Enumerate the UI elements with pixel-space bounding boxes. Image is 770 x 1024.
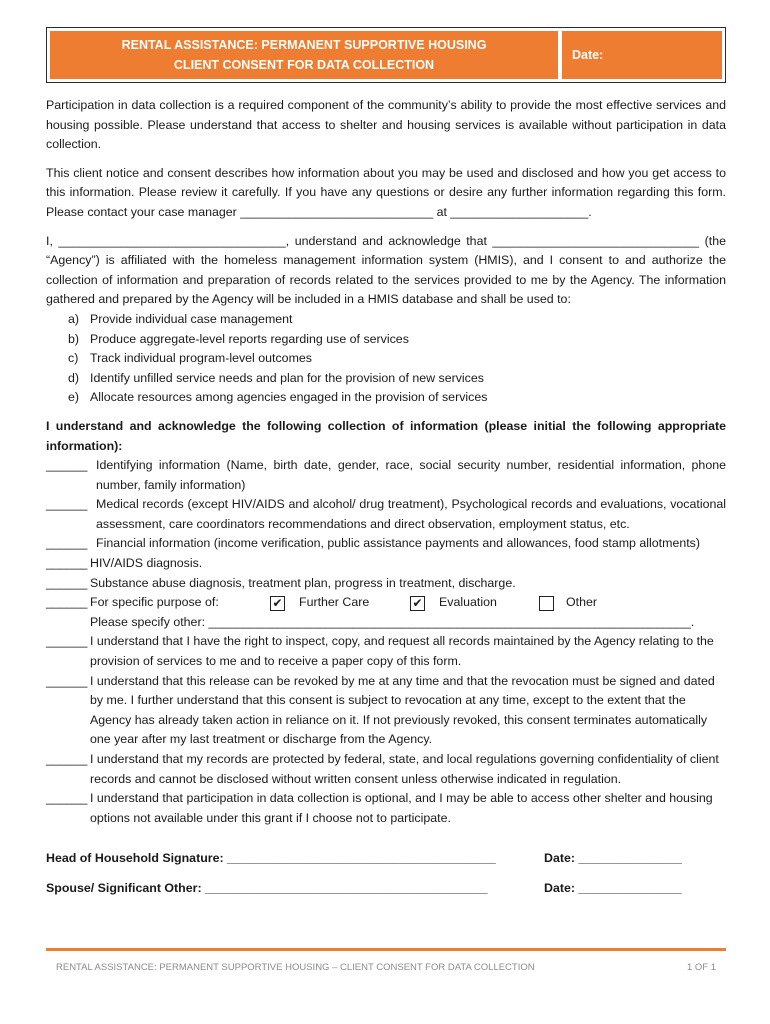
consent-item-text: Financial information (income verification, public assistance payments and allowances, food stamp allotments) — [96, 536, 700, 551]
initial-blank[interactable]: ______ — [46, 791, 88, 806]
initial-blank[interactable]: ______ — [46, 458, 88, 473]
consent-items — [46, 456, 726, 828]
header-date-label: Date: — [572, 48, 604, 62]
consent-item-text: Medical records (except HIV/AIDS and alcohol/ drug treatment), Psychological records and evaluations, vocational assessment, care coordinators recommendations and direct observation, employment status, etc. — [96, 497, 726, 531]
list-text: Identify unfilled service needs and plan for the provision of new services — [90, 370, 484, 385]
list-text: Provide individual case management — [90, 311, 293, 326]
consent-item-text: I understand that I have the right to inspect, copy, and request all records maintained by the Agency relating to the provision of services to me and to receive a paper copy of this form. — [90, 634, 714, 669]
further-care-checkbox[interactable]: ✔ — [270, 596, 285, 611]
head-date-field[interactable]: Date: _______________ — [544, 851, 682, 866]
specify-other-field[interactable]: Please specify other: ______________________________________________________________________. — [90, 614, 695, 629]
initial-blank[interactable]: ______ — [46, 536, 88, 551]
consent-item-text: I understand that participation in data collection is optional, and I may be able to access other shelter and housing options not available under this grant if I choose not to participate. — [90, 791, 713, 825]
consent-item-text: Identifying information (Name, birth date, gender, race, social security number, residential information, phone number, family information) — [96, 458, 726, 492]
list-marker: a) — [68, 311, 80, 326]
initial-blank[interactable]: ______ — [46, 752, 88, 766]
consent-item-text: Substance abuse diagnosis, treatment plan, progress in treatment, discharge. — [90, 575, 516, 590]
consent-item-text: I understand that this release can be revoked by me at any time and that the revocation must be signed and dated by me. I further understand that this consent is subject to revocation at any time, except to the extent that the Agency has already taken action in reliance on it. If not previously revoked, this consent terminates automatically one year after my last treatment or discharge from the Agency. — [90, 673, 715, 747]
header-box — [46, 27, 726, 83]
list-text: Allocate resources among agencies engaged in the provision of services — [90, 390, 488, 405]
purpose-options — [90, 593, 726, 613]
list-marker: b) — [68, 331, 80, 346]
acknowledge-heading: I understand and acknowledge the following collection of information (please initial the following appropriate information): — [46, 418, 726, 453]
form-title-line2: CLIENT CONSENT FOR DATA COLLECTION — [173, 58, 435, 72]
footer — [56, 962, 716, 973]
consent-item-financial — [46, 534, 726, 554]
uses-list — [46, 310, 726, 408]
list-item — [46, 330, 726, 350]
consent-item-hiv — [46, 554, 726, 574]
initial-blank[interactable]: ______ — [46, 673, 88, 688]
list-text: Produce aggregate-level reports regarding use of services — [90, 331, 409, 346]
intro-paragraph-1: Participation in data collection is a required component of the community’s ability to provide the most effective services and housing possible. Please understand that access to shelter and housing services is available without participation in data collection. — [46, 98, 726, 152]
consent-item-text: I understand that my records are protected by federal, state, and local regulations governing confidentiality of client records and cannot be disclosed without written consent unless otherwise indicated in regulation. — [90, 752, 719, 786]
spouse-signature-field[interactable]: Spouse/ Significant Other: _________________________________________ — [46, 881, 488, 896]
evaluation-label: Evaluation — [439, 595, 497, 610]
intro-paragraph-3: I, _________________________________, understand and acknowledge that ______________________________ (the “Agency”) is affiliated with the homeless management information system (HMIS), and I consent to and authorize the collection of information and preparation of records related to the services provided to me by the Agency. The information gathered and prepared by the Agency will be included in a HMIS database and shall be used to: — [46, 233, 726, 307]
consent-item-purpose — [46, 593, 726, 613]
list-marker: e) — [68, 390, 80, 405]
list-marker: c) — [68, 351, 79, 366]
list-marker: d) — [68, 370, 80, 385]
other-label: Other — [566, 595, 597, 610]
consent-item-medical — [46, 495, 726, 534]
consent-item-protected — [46, 750, 726, 789]
consent-item-inspect — [46, 632, 726, 671]
list-item — [46, 369, 726, 389]
form-title — [50, 31, 558, 79]
specify-other-row — [46, 613, 726, 633]
page-number: 1 OF 1 — [686, 962, 716, 973]
purpose-label: For specific purpose of: — [90, 595, 219, 610]
footer-divider — [46, 948, 726, 951]
footer-title: RENTAL ASSISTANCE: PERMANENT SUPPORTIVE HOUSING – CLIENT CONSENT FOR DATA COLLECTION — [56, 962, 535, 973]
form-title-line1: RENTAL ASSISTANCE: PERMANENT SUPPORTIVE HOUSING — [121, 38, 487, 52]
initial-blank[interactable]: ______ — [46, 556, 88, 571]
consent-item-revoke — [46, 672, 726, 750]
list-item — [46, 388, 726, 408]
list-item — [46, 310, 726, 330]
initial-blank[interactable]: ______ — [46, 497, 88, 512]
consent-item-identifying — [46, 456, 726, 495]
initial-blank[interactable]: ______ — [46, 634, 88, 649]
intro-paragraph-2: This client notice and consent describes how information about you may be used and disclosed and how you get access to this information. Please review it carefully. If you have any questions or desire any further information regarding this form. Please contact your case manager ____________________________ at ____________________. — [46, 165, 726, 219]
head-signature-row — [46, 848, 726, 868]
list-item — [46, 349, 726, 369]
spouse-signature-row — [46, 878, 726, 898]
signature-block — [46, 848, 726, 898]
head-signature-field[interactable]: Head of Household Signature: _______________________________________ — [46, 851, 496, 866]
evaluation-checkbox[interactable]: ✔ — [410, 596, 425, 611]
form-body — [46, 96, 726, 898]
initial-blank[interactable]: ______ — [46, 575, 88, 590]
spouse-date-field[interactable]: Date: _______________ — [544, 881, 682, 896]
initial-blank[interactable]: ______ — [46, 595, 88, 610]
consent-item-optional — [46, 789, 726, 828]
other-checkbox[interactable] — [539, 596, 554, 611]
consent-item-text: HIV/AIDS diagnosis. — [90, 556, 203, 571]
consent-item-substance — [46, 574, 726, 594]
further-care-label: Further Care — [299, 595, 370, 610]
list-text: Track individual program-level outcomes — [90, 351, 312, 366]
header-date-field[interactable] — [562, 31, 722, 79]
